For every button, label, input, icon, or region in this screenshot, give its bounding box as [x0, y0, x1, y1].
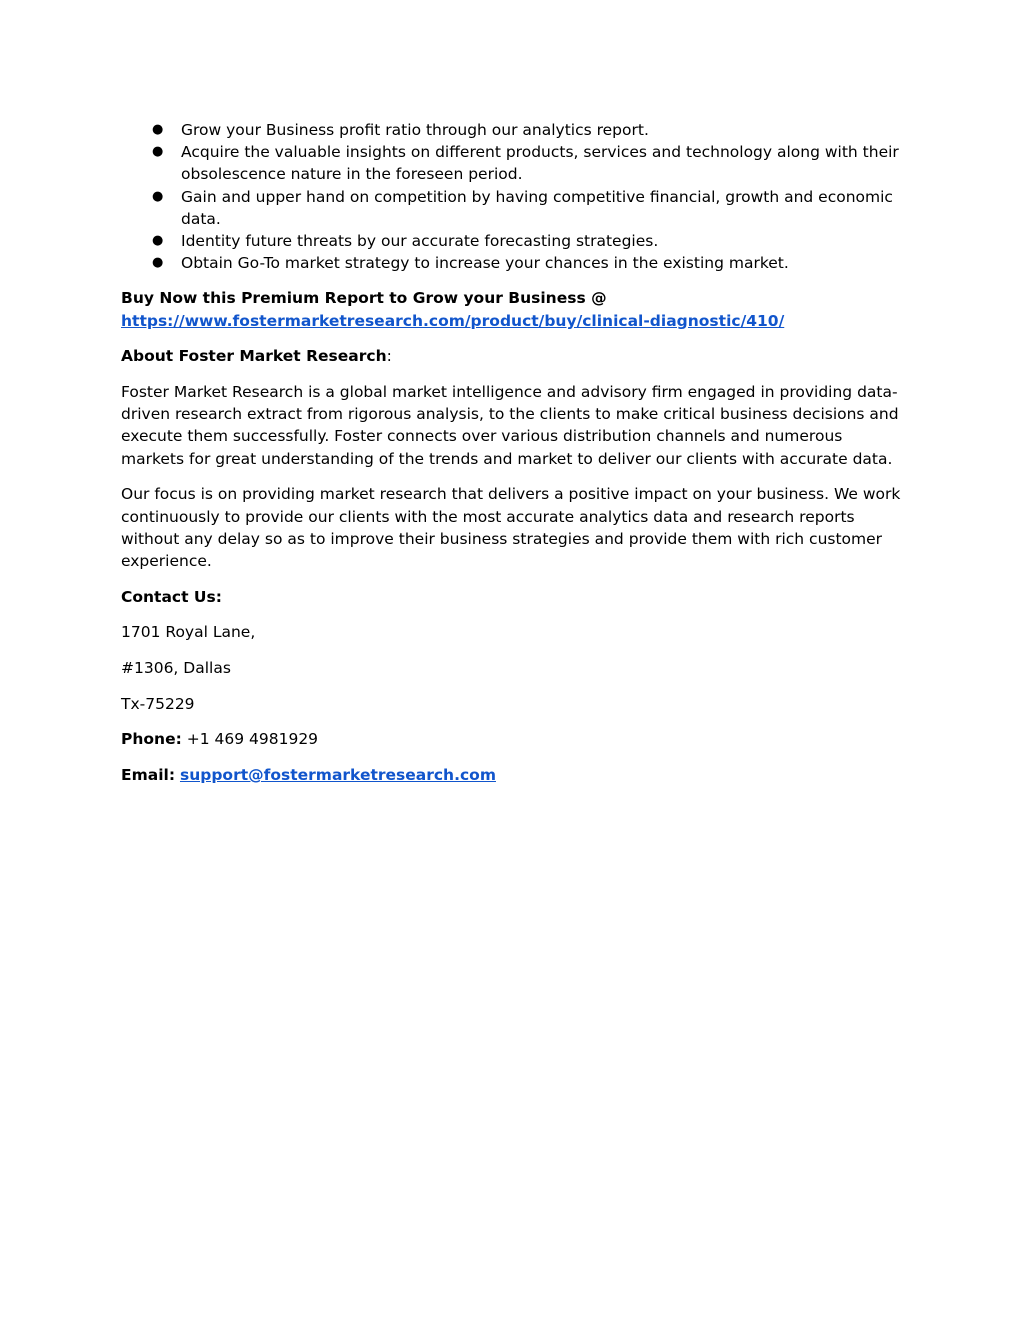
email-label: Email: — [121, 766, 176, 785]
about-heading: About Foster Market Research: — [121, 347, 392, 366]
email-link[interactable]: support@fostermarketresearch.com — [179, 766, 496, 785]
benefits-list — [121, 119, 901, 274]
about-paragraph: Foster Market Research is a global market intelligence and advisory firm engaged in providing data-driven research extract from rigorous analysis, to the clients to make critical business decisions and execute them successfully. Foster connects over various distribution channels and numerous markets for great understanding of the trends and market to deliver our clients with accurate data. — [121, 383, 899, 468]
buy-now-text: Buy Now this Premium Report to Grow your Business @ — [121, 289, 607, 308]
list-item: ● Identity future threats by our accurate forecasting strategies. — [121, 230, 901, 252]
list-item: ● Gain and upper hand on competition by having competitive financial, growth and economic data. — [152, 187, 893, 228]
buy-now-section — [121, 287, 901, 331]
contact-heading: Contact Us: — [121, 587, 222, 606]
list-item: ● Grow your Business profit ratio through our analytics report. — [121, 119, 901, 141]
bullet-icon: ● — [152, 122, 164, 137]
bullet-icon: ● — [152, 144, 164, 160]
address-line-2: #1306, Dallas — [121, 659, 231, 678]
bullet-icon: ● — [152, 188, 164, 204]
list-item: ● Acquire the valuable insights on different products, services and technology along with their obsolescence nature in the foreseen period. — [152, 143, 899, 184]
document-body — [121, 119, 901, 786]
bullet-icon: ● — [152, 233, 164, 249]
email-line — [121, 764, 901, 786]
address-line-3: Tx-75229 — [121, 694, 195, 713]
address-line-1: 1701 Royal Lane, — [121, 623, 256, 642]
focus-paragraph: Our focus is on providing market research that delivers a positive impact on your business. We work continuously to provide our clients with the most accurate analytics data and research reports without any delay so as to improve their business strategies and provide them with rich customer experience. — [121, 485, 901, 570]
bullet-icon: ● — [152, 255, 164, 271]
phone-value: +1 469 4981929 — [181, 730, 319, 749]
buy-report-link[interactable]: https://www.fostermarketresearch.com/product/buy/clinical-diagnostic/410/ — [121, 311, 785, 330]
phone-label: Phone: — [121, 730, 182, 749]
list-item: ● Obtain Go-To market strategy to increase your chances in the existing market. — [121, 252, 901, 274]
phone-line — [121, 728, 901, 750]
